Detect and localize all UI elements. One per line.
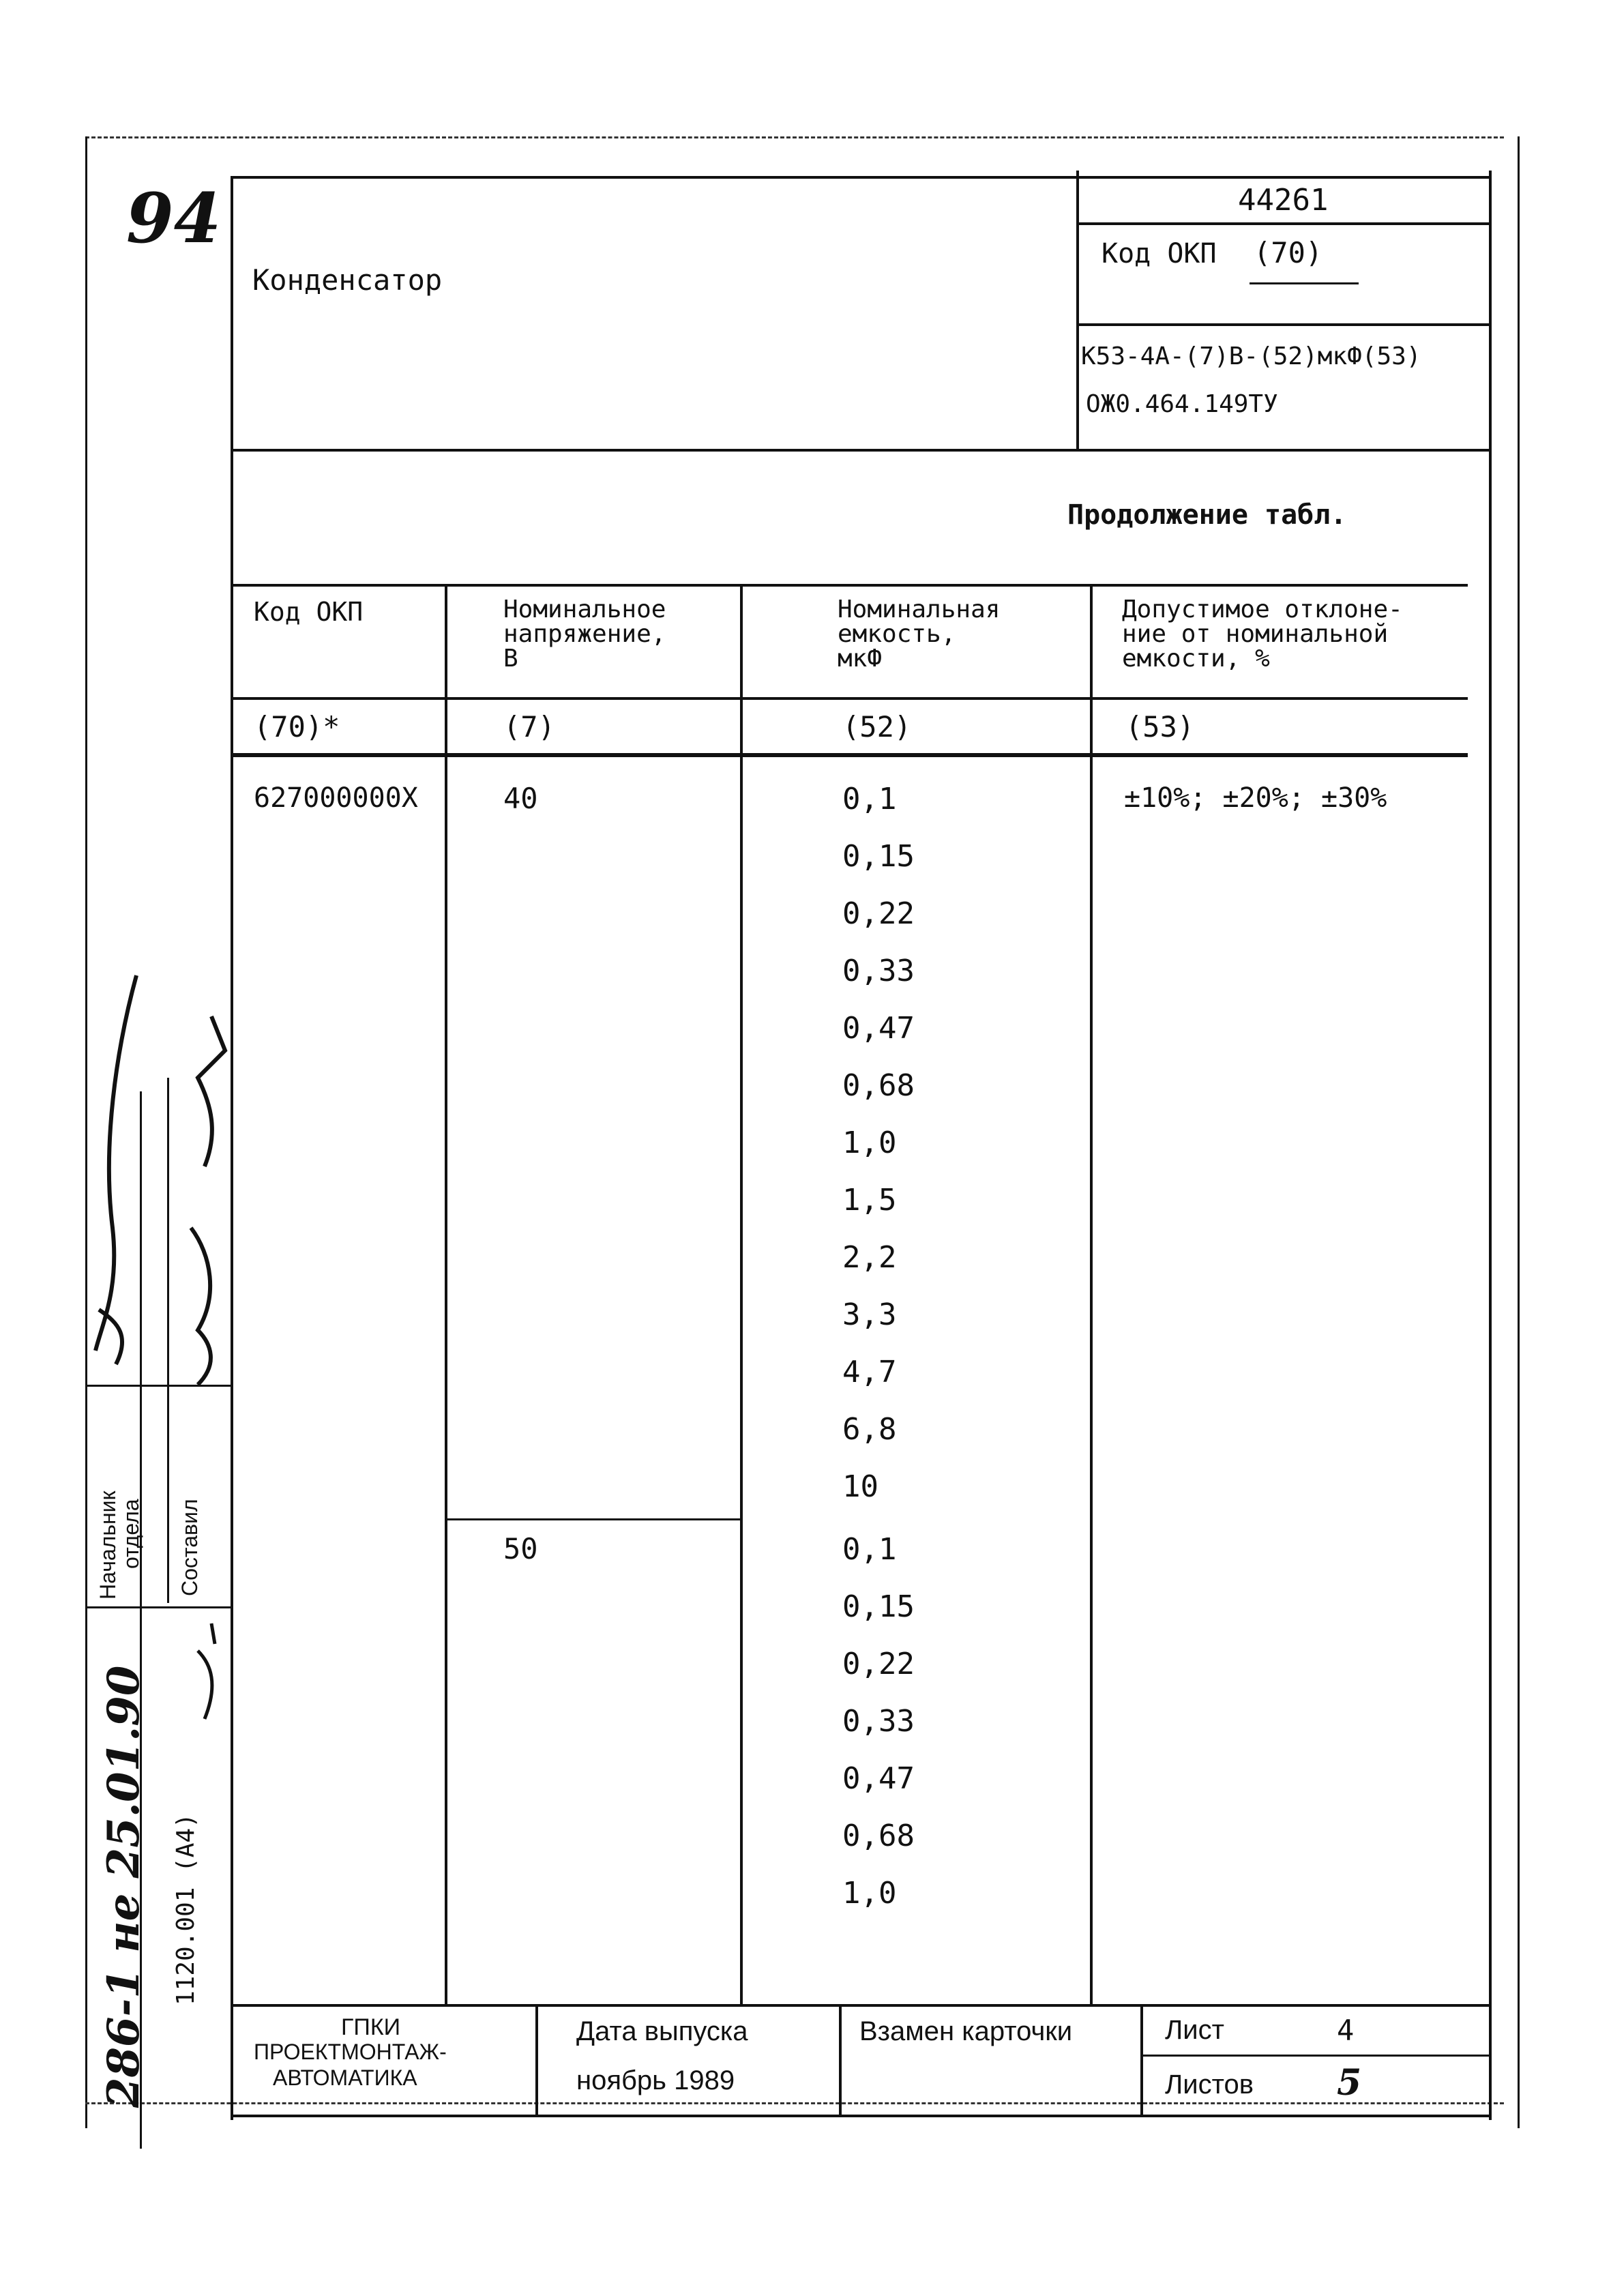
capacitance-value: 0,33 xyxy=(842,1704,915,1739)
org-line-1: ГПКИ xyxy=(341,2014,401,2040)
signature-stamp-initials xyxy=(184,1617,225,1726)
tolerance-value: ±10%; ±20%; ±30% xyxy=(1124,782,1387,814)
voltage-value-40: 40 xyxy=(503,782,538,815)
sheets-label: Листов xyxy=(1165,2070,1254,2100)
designation: К53-4А-(7)В-(52)мкФ(53) xyxy=(1081,342,1421,370)
sheet-label: Лист xyxy=(1165,2015,1224,2045)
capacitance-value: 0,22 xyxy=(842,896,915,931)
capacitance-value: 0,47 xyxy=(842,1761,915,1796)
sheet-value: 4 xyxy=(1337,2014,1355,2047)
col-divider-2 xyxy=(740,584,743,2004)
col-header-voltage-3: В xyxy=(503,645,518,673)
capacitance-value: 0,47 xyxy=(842,1011,915,1046)
right-border xyxy=(1518,136,1520,2128)
left-border xyxy=(85,136,87,2128)
continuation-label: Продолжение табл. xyxy=(1067,499,1347,531)
capacitance-value: 0,15 xyxy=(842,1589,915,1624)
bottom-border xyxy=(85,2102,1504,2106)
col-ref-capacitance: (52) xyxy=(842,710,912,744)
sheets-value: 5 xyxy=(1337,2062,1362,2104)
product-name: Конденсатор xyxy=(252,263,443,297)
col-ref-tolerance: (53) xyxy=(1125,710,1195,744)
footer-divider-2 xyxy=(839,2004,842,2117)
capacitance-value: 0,1 xyxy=(842,782,897,816)
capacitance-value: 10 xyxy=(842,1469,878,1504)
issue-date: ноябрь 1989 xyxy=(576,2065,735,2095)
okp-underline xyxy=(1250,282,1359,284)
form-right-line xyxy=(1489,171,1492,2120)
footer-divider-1 xyxy=(535,2004,538,2117)
issue-label: Дата выпуска xyxy=(576,2016,748,2046)
org-line-3: АВТОМАТИКА xyxy=(273,2065,417,2090)
capacitance-value: 3,3 xyxy=(842,1297,897,1332)
head-of-department-label-b: отдела xyxy=(119,1499,143,1569)
capacitance-value: 1,0 xyxy=(842,1876,897,1911)
col-header-capacitance-1: Номинальная xyxy=(838,595,1001,623)
col-ref-okp: (70)* xyxy=(254,710,340,744)
spec-number: ОЖ0.464.149ТУ xyxy=(1086,390,1278,418)
head-of-department-label-a: Начальник xyxy=(95,1490,120,1600)
col-header-voltage-2: напряжение, xyxy=(503,620,666,648)
voltage-value-50: 50 xyxy=(503,1532,538,1565)
doc-number-line xyxy=(1076,222,1492,225)
okp-code-ref: (70) xyxy=(1254,236,1323,269)
footer-sheet-line xyxy=(1140,2055,1492,2057)
replaces-label: Взамен карточки xyxy=(859,2016,1073,2046)
col-divider-1 xyxy=(445,584,447,2004)
capacitance-value: 0,68 xyxy=(842,1068,915,1103)
capacitance-value: 1,5 xyxy=(842,1183,897,1218)
top-border xyxy=(85,136,1504,141)
side-panel-bottom-line xyxy=(87,1606,231,1608)
capacitance-value: 1,0 xyxy=(842,1125,897,1160)
table-top-line xyxy=(231,584,1468,587)
col-header-capacitance-2: емкость, xyxy=(838,620,956,648)
voltage-group-divider xyxy=(445,1518,743,1520)
page-number: 94 xyxy=(126,178,222,259)
capacitance-value: 0,22 xyxy=(842,1647,915,1681)
header-bottom-line xyxy=(231,449,1492,452)
signature-head-of-department xyxy=(89,969,150,1378)
col-header-voltage-1: Номинальное xyxy=(503,595,666,623)
capacitance-value: 6,8 xyxy=(842,1412,897,1447)
col-header-okp: Код ОКП xyxy=(254,597,364,627)
col-ref-voltage: (7) xyxy=(503,710,555,744)
capacitance-value: 0,15 xyxy=(842,839,915,874)
footer-divider-3 xyxy=(1140,2004,1143,2117)
footer-top-line xyxy=(231,2004,1492,2007)
col-header-capacitance-3: мкФ xyxy=(838,645,883,673)
capacitance-value: 0,1 xyxy=(842,1532,897,1567)
capacitance-value: 0,33 xyxy=(842,954,915,988)
col-header-tolerance-3: емкости, % xyxy=(1122,645,1270,673)
doc-number: 44261 xyxy=(1238,183,1329,218)
table-header-line xyxy=(231,697,1468,700)
footer-bottom-line xyxy=(231,2115,1492,2117)
col-header-tolerance-2: ние от номинальной xyxy=(1122,620,1389,648)
header-divider xyxy=(1076,171,1079,450)
col-divider-3 xyxy=(1090,584,1093,2004)
form-code: 1120.001 (А4) xyxy=(172,1813,200,2005)
table-ref-line xyxy=(231,753,1468,757)
side-panel-line-2 xyxy=(167,1078,169,1603)
okp-code-value: 627000000Х xyxy=(254,782,418,814)
capacitance-value: 2,2 xyxy=(842,1240,897,1275)
signature-compiled-by xyxy=(171,1010,232,1392)
org-line-2: ПРОЕКТМОНТАЖ- xyxy=(254,2040,447,2064)
form-top-line xyxy=(231,176,1492,179)
capacitance-value: 4,7 xyxy=(842,1355,897,1389)
designation-top-line xyxy=(1076,323,1492,326)
col-header-tolerance-1: Допустимое отклоне- xyxy=(1122,595,1403,623)
capacitance-value: 0,68 xyxy=(842,1819,915,1853)
compiled-by-label: Составил xyxy=(177,1499,202,1596)
okp-code-label: Код ОКП xyxy=(1102,238,1217,269)
handwritten-reference: 286-1 не 25.01.90 xyxy=(98,1665,149,2108)
